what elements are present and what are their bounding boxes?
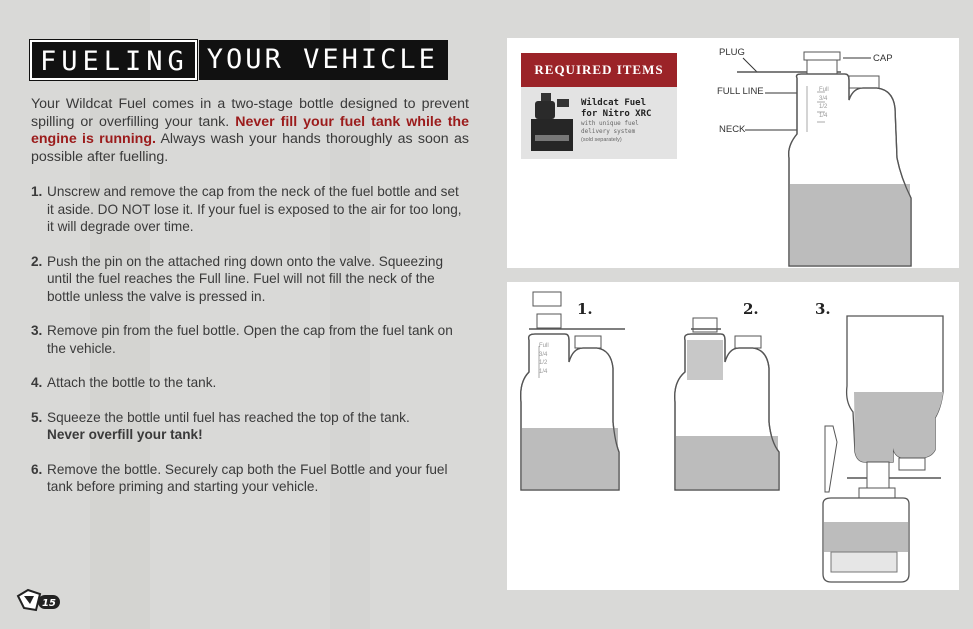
item-name: Wildcat Fuel <box>581 98 647 108</box>
intro-text: Your Wildcat Fuel comes in a two-stage bottle designed to prevent spilling or overfilling your tank. <box>31 96 469 130</box>
step-item <box>31 253 469 306</box>
plug-label: PLUG <box>719 47 745 58</box>
fill-marks <box>819 86 829 120</box>
step-text: Remove the bottle. Securely cap both the Fuel Bottle and your fuel tank before priming and starting your vehicle. <box>47 461 448 494</box>
step-text: Attach the bottle to the tank. <box>47 375 217 390</box>
step-number: 3. <box>31 323 43 338</box>
intro-text-after: Always wash your hands thoroughly as soon as possible after fuelling. <box>31 131 469 165</box>
overfill-warning: Never overfill your tank! <box>47 427 203 442</box>
page-number: 15 <box>42 598 56 609</box>
step-item <box>31 322 469 357</box>
step-item <box>31 409 469 444</box>
neck-label: NECK <box>719 124 746 135</box>
fill-mark: 1/2 <box>819 104 828 110</box>
required-items-header: REQUIRED ITEMS <box>521 53 677 87</box>
fill-mark: Full <box>539 343 549 349</box>
item-availability: (sold separately) <box>581 137 622 143</box>
figure-number: 1. <box>577 300 593 318</box>
page-number-badge <box>16 588 62 614</box>
steps-diagram-panel <box>507 282 959 590</box>
fill-mark: 1/2 <box>539 360 548 366</box>
figure-number: 2. <box>743 300 759 318</box>
steps-list <box>31 183 469 513</box>
full-line-label: FULL LINE <box>717 86 764 97</box>
title-part-2: YOUR VEHICLE <box>199 40 448 80</box>
item-description-line-2: delivery system <box>581 128 636 135</box>
step-number: 4. <box>31 375 43 390</box>
step-text: Squeeze the bottle until fuel has reached the top of the tank. <box>47 409 410 425</box>
bottle-diagram-panel <box>507 38 959 268</box>
title-part-1: FUELING <box>30 40 197 80</box>
step-item <box>31 461 469 496</box>
item-description: with unique fuel <box>581 120 639 127</box>
fill-mark: 3/4 <box>819 95 828 102</box>
step-number: 2. <box>31 253 43 269</box>
cap-label: CAP <box>873 53 893 64</box>
wildcat-logo-icon <box>16 588 62 614</box>
fueling-steps-diagram <box>507 282 959 590</box>
step-number: 6. <box>31 461 43 477</box>
engine-warning: Never fill your fuel tank while the engine is running. <box>31 113 469 147</box>
step-text: Push the pin on the attached ring down onto the valve. Squeezing until the fuel reaches the Full line. Fuel will not fill the neck of the bottle unless the valve is pressed in. <box>47 253 444 304</box>
fuel-bottle-diagram <box>507 38 959 268</box>
fill-mark: 3/4 <box>539 351 548 358</box>
step-number: 1. <box>31 184 43 199</box>
fill-mark: Full <box>819 87 829 93</box>
step-item <box>31 374 469 392</box>
figure-number: 3. <box>815 300 831 318</box>
fill-marks <box>539 342 549 376</box>
fill-mark: 1/4 <box>539 368 548 375</box>
fill-mark: 1/4 <box>819 112 828 119</box>
item-name-line-2: for Nitro XRC <box>581 109 652 119</box>
step-text: Unscrew and remove the cap from the neck of the fuel bottle and set it aside. DO NOT lose it. If your fuel is exposed to the air for too long, it will degrade over time. <box>47 184 462 234</box>
intro-paragraph <box>31 96 469 166</box>
step-text: Remove pin from the fuel bottle. Open the cap from the fuel tank on the vehicle. <box>47 323 453 356</box>
step-number: 5. <box>31 409 43 425</box>
page-title <box>30 40 448 80</box>
step-item <box>31 183 469 236</box>
